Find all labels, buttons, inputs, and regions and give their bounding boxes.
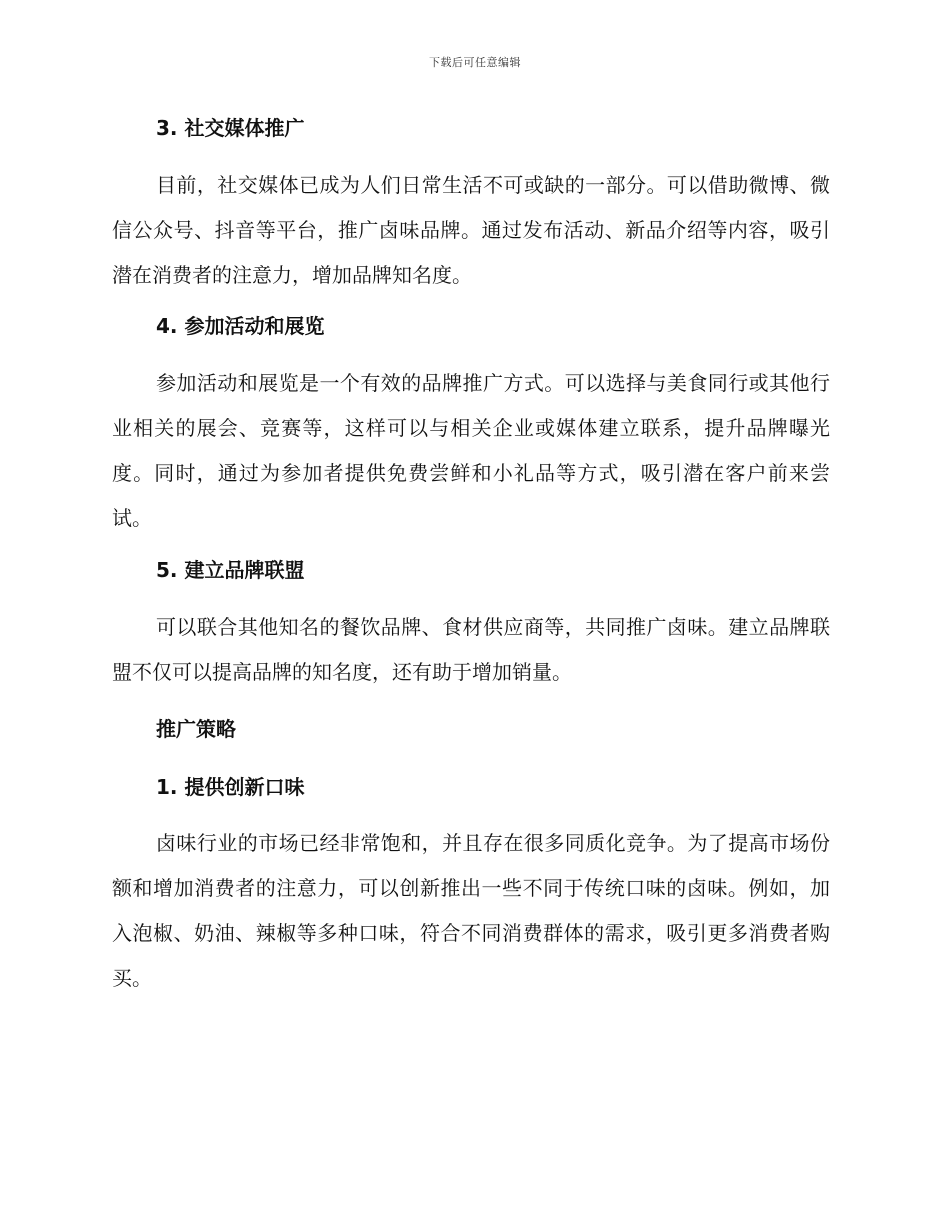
section-paragraph-events: 参加活动和展览是一个有效的品牌推广方式。可以选择与美食同行或其他行业相关的展会、竞赛等，这样可以与相关企业或媒体建立联系，提升品牌曝光度。同时，通过为参加者提供免费尝鲜和小礼品等方式，吸引潜在客户前来尝试。 — [112, 371, 830, 530]
document-body — [112, 112, 830, 1001]
section-heading-brand-alliance: 5. 建立品牌联盟 — [156, 558, 305, 582]
section-paragraph-brand-alliance: 可以联合其他知名的餐饮品牌、食材供应商等，共同推广卤味。建立品牌联盟不仅可以提高品牌的知名度，还有助于增加销量。 — [112, 615, 830, 684]
section-heading-promotion-strategy: 推广策略 — [156, 717, 236, 741]
section-heading-social-media: 3. 社交媒体推广 — [156, 116, 305, 140]
section-paragraph-innovative-flavors: 卤味行业的市场已经非常饱和，并且存在很多同质化竞争。为了提高市场份额和增加消费者的注意力，可以创新推出一些不同于传统口味的卤味。例如，加入泡椒、奶油、辣椒等多种口味，符合不同消费群体的需求，吸引更多消费者购买。 — [112, 831, 830, 990]
section-heading-innovative-flavors: 1. 提供创新口味 — [156, 775, 305, 799]
section-paragraph-social-media: 目前，社交媒体已成为人们日常生活不可或缺的一部分。可以借助微博、微信公众号、抖音等平台，推广卤味品牌。通过发布活动、新品介绍等内容，吸引潜在消费者的注意力，增加品牌知名度。 — [112, 173, 830, 287]
section-heading-events: 4. 参加活动和展览 — [156, 314, 325, 338]
page-header-note: 下载后可任意编辑 — [429, 56, 521, 69]
